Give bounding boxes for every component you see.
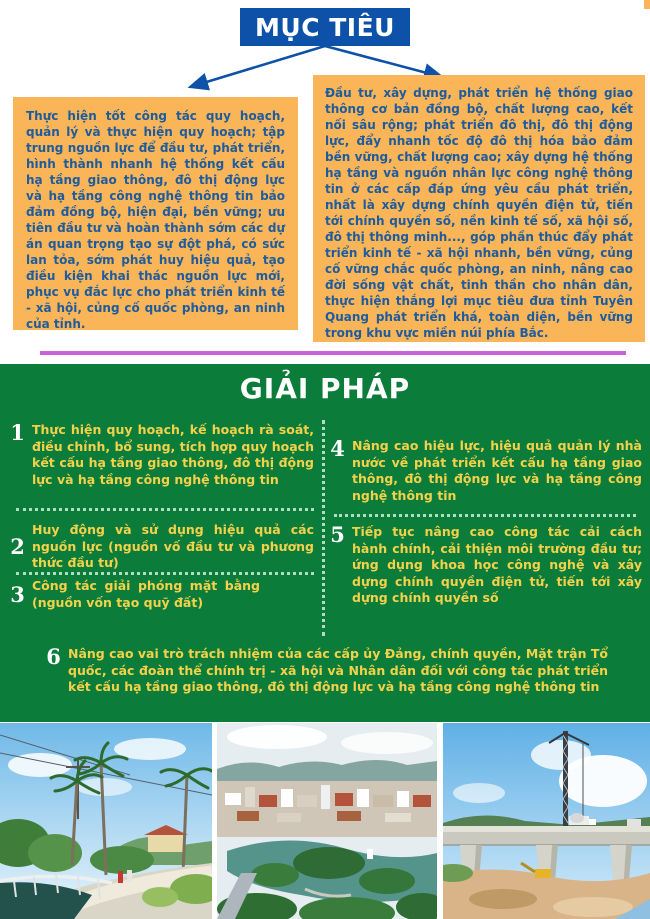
objective-left-box bbox=[13, 97, 298, 330]
dotted-separator bbox=[334, 514, 636, 517]
solution-item-3 bbox=[10, 578, 260, 611]
solution-item-6 bbox=[46, 646, 608, 696]
solution-number: 4 bbox=[330, 436, 345, 461]
column-dotted-divider bbox=[322, 420, 325, 636]
aerial-city-lake-photo bbox=[217, 723, 437, 919]
muc-tieu-title-box bbox=[240, 8, 410, 46]
solution-item-2 bbox=[10, 522, 314, 572]
solution-text: Tiếp tục nâng cao công tác cải cách hành chính, cải thiện môi trường đầu tư; ứng dụng khoa học công nghệ và xây dựng chính quyền điện tử, tiến tới xây dựng chính quyền số bbox=[352, 524, 642, 605]
solution-text: Nâng cao vai trò trách nhiệm của các cấp ủy Đảng, chính quyền, Mặt trận Tổ quốc, các đoàn thể chính trị - xã hội và Nhân dân đối với công tác phát triển kết cấu hạ tầng giao thông, đô thị động lực và hạ tầng công nghệ thông tin bbox=[68, 646, 608, 694]
solution-text: Thực hiện quy hoạch, kế hoạch rà soát, điều chỉnh, bổ sung, tích hợp quy hoạch kết cấu hạ tầng giao thông, đô thị động lực và hạ tầng công nghệ thông tin bbox=[32, 422, 314, 487]
objective-right-box bbox=[313, 75, 645, 342]
solution-item-1 bbox=[10, 422, 314, 488]
corner-orange-decoration bbox=[644, 0, 650, 9]
giai-phap-title: GIẢI PHÁP bbox=[239, 372, 411, 405]
solutions-section bbox=[0, 364, 650, 722]
solution-item-5 bbox=[330, 524, 642, 607]
objective-right-text: Đầu tư, xây dựng, phát triển hệ thống giao thông cơ bản đồng bộ, chất lượng cao, kết nối sâu rộng; phát triển đô thị, đô thị động lực, đẩy nhanh tốc độ đô thị hóa bảo đảm bền vững, chất lượng cao; xây dựng hệ thống hạ tầng và nguồn nhân lực công nghệ thông tin ở các cấp đáp ứng yêu cầu phát triển, nhất là xây dựng chính quyền điện tử, tiến tới chính quyền số, nền kinh tế số, xã hội số, đô thị thông minh..., góp phần thúc đẩy phát triển kinh tế - xã hội nhanh, bền vững, củng cố vững chắc quốc phòng, an ninh, nâng cao đời sống vật chất, tinh thần cho nhân dân, thực hiện thắng lợi mục tiêu đưa tỉnh Tuyên Quang phát triển khá, toàn diện, bền vững trong khu vực miền núi phía Bắc. bbox=[325, 86, 633, 340]
solution-number: 6 bbox=[46, 644, 61, 669]
magenta-divider-line bbox=[40, 351, 626, 355]
solution-text: Nâng cao hiệu lực, hiệu quả quản lý nhà nước về phát triển kết cấu hạ tầng giao thông, đô thị động lực và hạ tầng công nghệ thông tin bbox=[352, 438, 642, 503]
bridge-construction-photo bbox=[443, 723, 650, 919]
solution-number: 5 bbox=[330, 522, 345, 547]
solution-item-4 bbox=[330, 438, 642, 504]
riverside-promenade-photo bbox=[0, 723, 212, 919]
solution-text: Huy động và sử dụng hiệu quả các nguồn lực (nguồn vố đầu tư và phương thức đầu tư) bbox=[32, 522, 314, 570]
muc-tieu-title: MỤC TIÊU bbox=[255, 12, 395, 42]
solution-number: 1 bbox=[10, 420, 25, 445]
objective-left-text: Thực hiện tốt công tác quy hoạch, quản lý và thực hiện quy hoạch; tập trung nguồn lực để đầu tư, phát triển, hình thành nhanh hệ thống kết cấu hạ tầng giao thông, đô thị động lực và hạ tầng công nghệ thông tin bảo đảm đồng bộ, hiện đại, bền vững; ưu tiên đầu tư và hoàn thành sớm các dự án quan trọng tạo sự đột phá, có sức lan tỏa, sớm phát huy hiệu quả, tạo điều kiện khai thác nguồn lực mới, phục vụ đắc lực cho phát triển kinh tế - xã hội, củng cố quốc phòng, an ninh của tỉnh. bbox=[26, 109, 285, 331]
photo-strip bbox=[0, 723, 650, 919]
dotted-separator bbox=[16, 572, 314, 575]
solution-number: 2 bbox=[10, 534, 25, 560]
dotted-separator bbox=[16, 508, 314, 511]
solution-text: Công tác giải phóng mặt bằng (nguồn vốn tạo quỹ đất) bbox=[32, 578, 260, 610]
solution-number: 3 bbox=[10, 582, 25, 607]
